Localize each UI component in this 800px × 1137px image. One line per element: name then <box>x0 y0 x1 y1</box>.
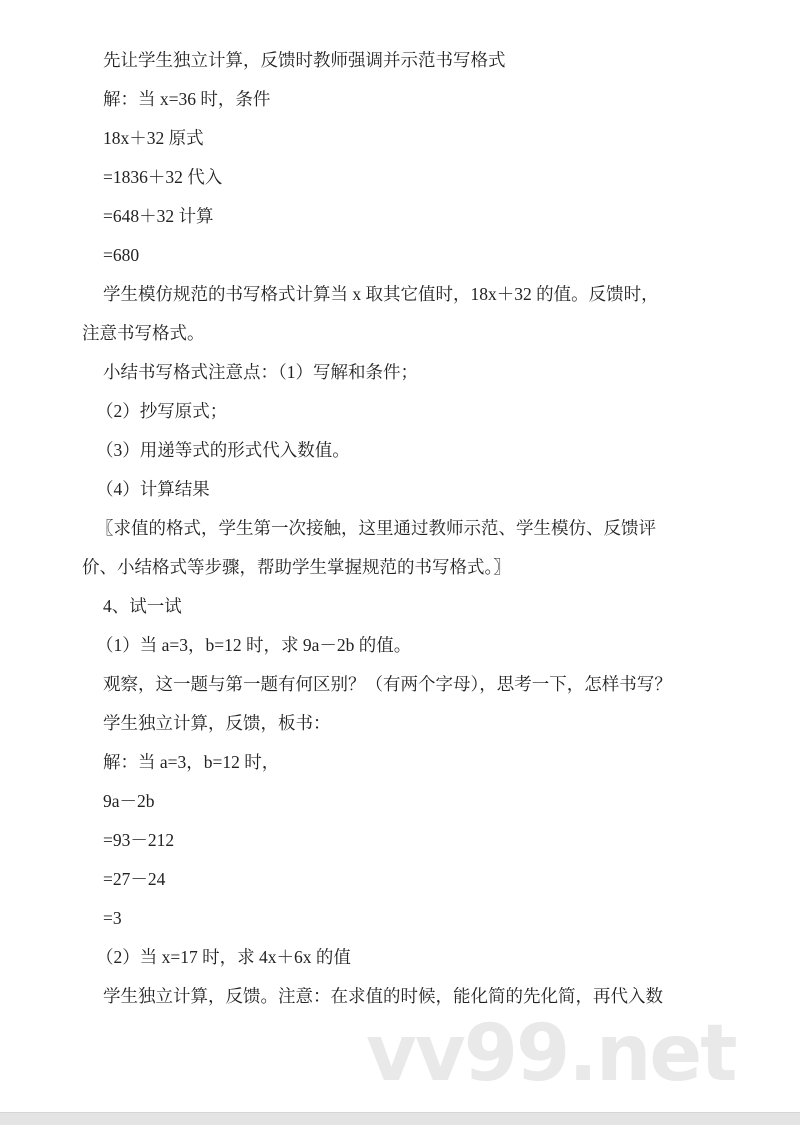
paragraph-line: 9a－2b <box>103 791 155 811</box>
next-page-edge <box>0 1125 800 1137</box>
paragraph-line: =27－24 <box>103 869 166 889</box>
section-heading: 4、试一试 <box>103 596 182 616</box>
paragraph-line: 〖求值的格式，学生第一次接触，这里通过教师示范、学生模仿、反馈评 <box>96 518 656 538</box>
paragraph-line: =1836＋32 代入 <box>103 167 223 187</box>
page-separator <box>0 1112 800 1126</box>
paragraph-line: （3）用递等式的形式代入数值。 <box>96 440 350 460</box>
paragraph-line: 先让学生独立计算，反馈时教师强调并示范书写格式 <box>103 50 506 70</box>
paragraph-line: （4）计算结果 <box>96 479 210 499</box>
paragraph-line: 注意书写格式。 <box>82 323 205 343</box>
paragraph-line: 学生独立计算，反馈。注意：在求值的时候，能化简的先化简，再代入数 <box>103 986 663 1006</box>
paragraph-line: 解：当 x=36 时，条件 <box>103 89 271 109</box>
paragraph-line: 学生模仿规范的书写格式计算当 x 取其它值时，18x＋32 的值。反馈时， <box>103 284 659 304</box>
paragraph-line: （2）抄写原式； <box>96 401 228 421</box>
paragraph-line: =680 <box>103 245 140 265</box>
paragraph-line: =3 <box>103 908 122 928</box>
watermark: vv99.net <box>366 1009 736 1099</box>
paragraph-line: =93－212 <box>103 830 175 850</box>
paragraph-line: 观察，这一题与第一题有何区别？（有两个字母），思考一下，怎样书写？ <box>103 674 672 694</box>
paragraph-line: 小结书写格式注意点：（1）写解和条件； <box>103 362 418 382</box>
paragraph-line: 18x＋32 原式 <box>103 128 204 148</box>
paragraph-line: （2）当 x=17 时，求 4x＋6x 的值 <box>96 947 351 967</box>
paragraph-line: =648＋32 计算 <box>103 206 214 226</box>
paragraph-line: 解：当 a=3，b=12 时， <box>103 752 280 772</box>
paragraph-line: 学生独立计算，反馈，板书： <box>103 713 331 733</box>
paragraph-line: （1）当 a=3，b=12 时，求 9a－2b 的值。 <box>96 635 412 655</box>
paragraph-line: 价、小结格式等步骤，帮助学生掌握规范的书写格式。〗 <box>82 557 511 577</box>
